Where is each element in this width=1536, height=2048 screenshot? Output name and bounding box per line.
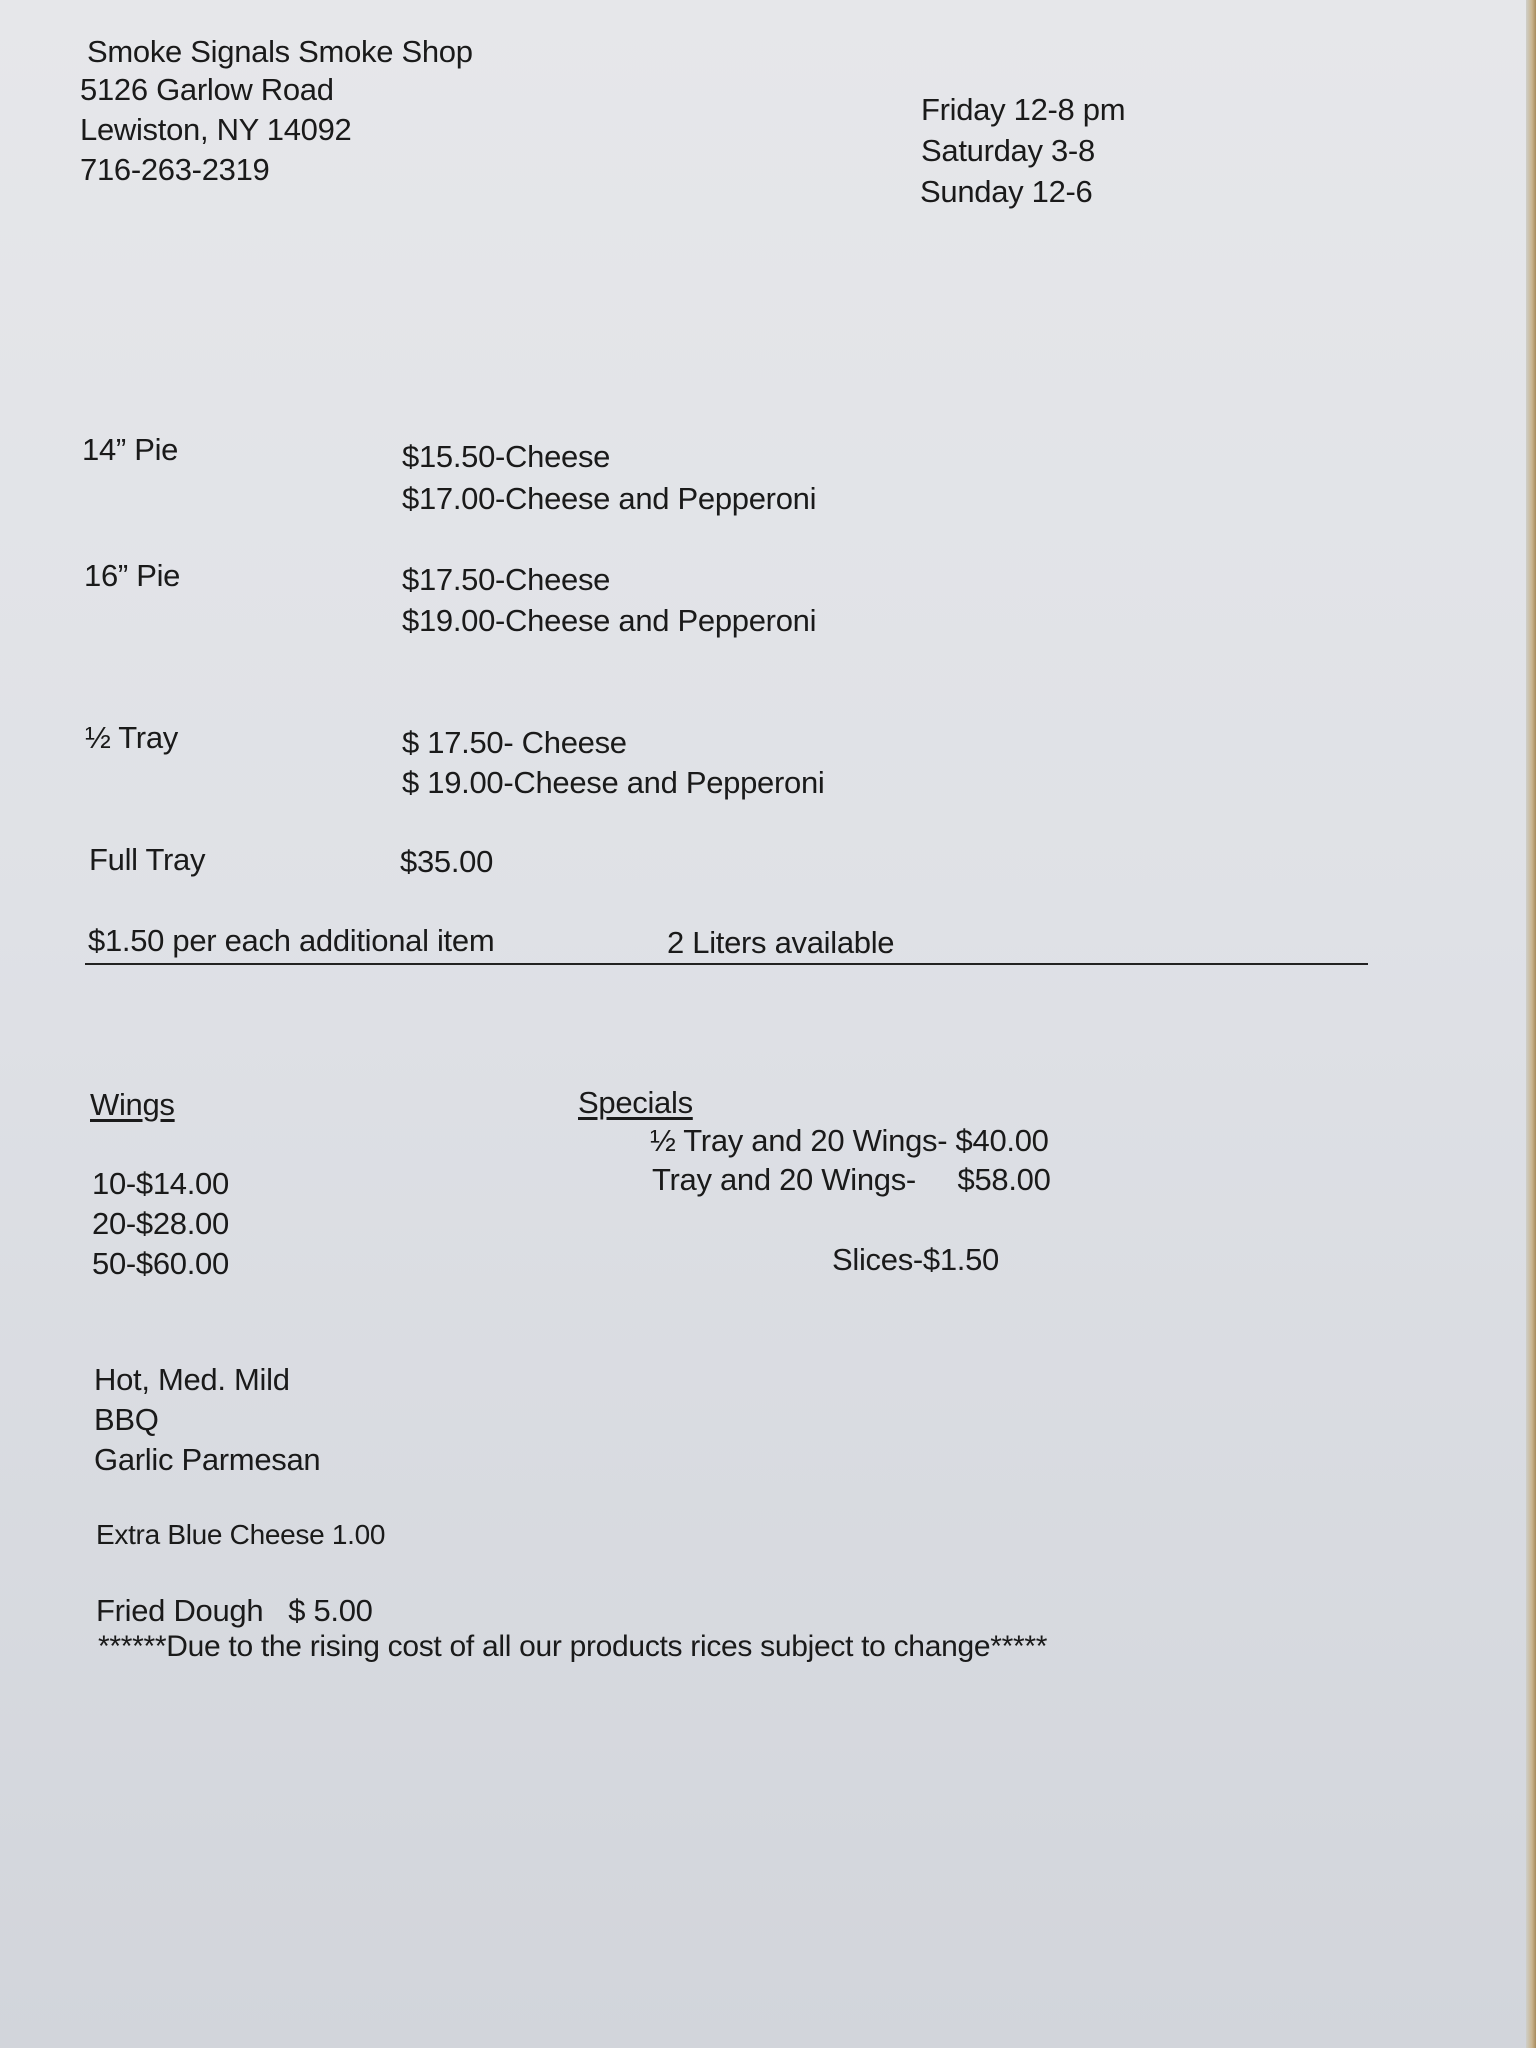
page-edge	[1526, 0, 1536, 2048]
wings-flavor-bbq: BBQ	[94, 1402, 159, 1437]
pizza-price-14-cheese: $15.50-Cheese	[402, 439, 611, 474]
pizza-item-14-pie: 14” Pie	[82, 432, 179, 467]
wings-price-50: 50-$60.00	[92, 1246, 229, 1281]
section-divider	[85, 963, 1368, 965]
hours-friday: Friday 12-8 pm	[921, 92, 1126, 127]
wings-heading: Wings	[90, 1087, 175, 1122]
slices-price: Slices-$1.50	[832, 1242, 999, 1277]
wings-price-20: 20-$28.00	[92, 1206, 229, 1241]
pizza-item-16-pie: 16” Pie	[84, 558, 181, 593]
pizza-price-16-pepperoni: $19.00-Cheese and Pepperoni	[402, 603, 817, 638]
address-city: Lewiston, NY 14092	[80, 112, 352, 147]
special-half-tray-wings: ½ Tray and 20 Wings- $40.00	[650, 1123, 1049, 1158]
pizza-item-half-tray: ½ Tray	[85, 720, 178, 755]
pizza-item-full-tray: Full Tray	[89, 842, 206, 877]
hours-sunday: Sunday 12-6	[920, 174, 1093, 209]
specials-heading: Specials	[578, 1085, 693, 1120]
special-tray-wings: Tray and 20 Wings- $58.00	[652, 1162, 1051, 1197]
wings-flavor-hot-med-mild: Hot, Med. Mild	[94, 1362, 290, 1397]
extra-blue-cheese: Extra Blue Cheese 1.00	[96, 1519, 386, 1550]
pizza-price-full-tray: $35.00	[400, 844, 494, 879]
hours-saturday: Saturday 3-8	[921, 133, 1095, 168]
wings-price-10: 10-$14.00	[92, 1166, 229, 1201]
liters-note: 2 Liters available	[667, 925, 895, 960]
pizza-price-half-pepperoni: $ 19.00-Cheese and Pepperoni	[402, 765, 825, 800]
price-change-notice: ******Due to the rising cost of all our products rices subject to change*****	[98, 1630, 1048, 1663]
fried-dough-price: Fried Dough $ 5.00	[96, 1593, 373, 1628]
pizza-price-half-cheese: $ 17.50- Cheese	[402, 725, 627, 760]
pizza-price-14-pepperoni: $17.00-Cheese and Pepperoni	[402, 481, 817, 516]
address-street: 5126 Garlow Road	[80, 72, 334, 107]
additional-item-note: $1.50 per each additional item	[88, 923, 495, 958]
shop-name: Smoke Signals Smoke Shop	[87, 34, 473, 69]
phone-number: 716-263-2319	[80, 152, 270, 187]
wings-flavor-garlic-parmesan: Garlic Parmesan	[94, 1442, 321, 1477]
pizza-price-16-cheese: $17.50-Cheese	[402, 562, 611, 597]
